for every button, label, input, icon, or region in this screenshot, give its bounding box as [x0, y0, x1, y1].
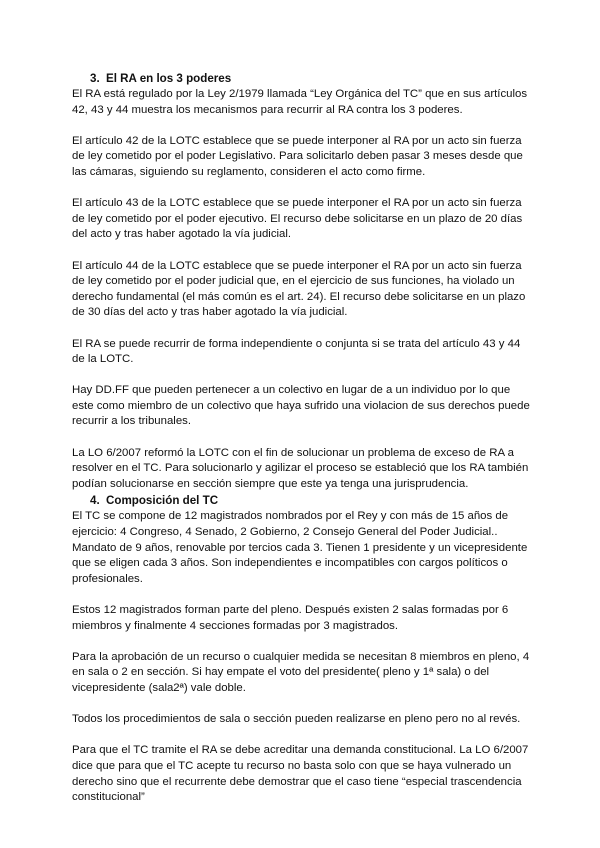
section-3-paragraph-2: El artículo 42 de la LOTC establece que se puede interponer al RA por un acto sin fuerza de ley cometido por el poder Legislativo. Para solicitarlo deben pasar 3 meses desde que las cámaras, siguiendo su reglamento, consideren el acto como firme.: [72, 134, 523, 178]
section-4-paragraph-4: Todos los procedimientos de sala o sección pueden realizarse en pleno pero no al revés.: [72, 713, 521, 726]
section-3-paragraph-6: Hay DD.FF que pueden pertenecer a un colectivo en lugar de a un individuo por lo que este como miembro de un colectivo que haya sufrido una violacion de sus derechos puede recurrir a los tribunales.: [72, 384, 530, 428]
section-3-paragraph-7: La LO 6/2007 reformó la LOTC con el fin de solucionar un problema de exceso de RA a resolver en el TC. Para solucionarlo y agilizar el proceso se estableció que los RA también podían solucionarse en sección siempre que este ya tenga una jurisprudencia.: [72, 446, 529, 490]
section-3-number: 3.: [90, 72, 100, 85]
section-4-heading: [72, 493, 532, 509]
section-4-paragraph-3: Para la aprobación de un recurso o cualquier medida se necesitan 8 miembros en pleno, 4 en sala o 2 en sección. Si hay empate el voto del presidente( pleno y 1ª sala) o del vicepresidente (sala2ª) vale doble.: [72, 650, 530, 694]
section-4-title: Composición del TC: [106, 494, 219, 508]
section-3-paragraph-4: El artículo 44 de la LOTC establece que se puede interponer el RA por un acto sin fuerza de ley cometido por el poder judicial que, en el ejercicio de sus funciones, ha violado un derecho fundamental (el más común es el art. 24). El recurso debe solicitarse en un plazo de 30 días del acto y tras haber agotado la vía judicial.: [72, 259, 526, 319]
section-4-paragraph-5: Para que el TC tramite el RA se debe acreditar una demanda constitucional. La LO 6/2007 dice que para que el TC acepte tu recurso no basta solo con que se haya vulnerado un derecho sino que el recurrente debe demostrar que el caso tiene “especial trascendencia constitucional”: [72, 744, 529, 804]
section-4-paragraph-2: Estos 12 magistrados forman parte del pleno. Después existen 2 salas formadas por 6 miembros y finalmente 4 secciones formadas por 3 magistrados.: [72, 604, 509, 632]
section-4-number: 4.: [90, 494, 100, 508]
section-3-paragraph-1: El RA está regulado por la Ley 2/1979 llamada “Ley Orgánica del TC” que en sus artículos 42, 43 y 44 muestra los mecanismos para recurrir al RA contra los 3 poderes.: [72, 88, 528, 116]
section-3-paragraph-3: El artículo 43 de la LOTC establece que se puede interponer el RA por un acto sin fuerza de ley cometido por el poder ejecutivo. El recurso debe solicitarse en un plazo de 20 días del acto y tras haber agotado la vía judicial.: [72, 197, 523, 241]
section-3-heading: [72, 71, 532, 87]
section-3-paragraph-5: El RA se puede recurrir de forma independiente o conjunta si se trata del artículo 43 y 44 de la LOTC.: [72, 337, 521, 366]
section-3-title: El RA en los 3 poderes: [106, 72, 232, 85]
section-4-paragraph-1: El TC se compone de 12 magistrados nombrados por el Rey y con más de 15 años de ejercicio: 4 Congreso, 4 Senado, 2 Gobierno, 2 Consejo General del Poder Judicial.. Mandato de 9 años, renovable por tercios cada 3. Tienen 1 presidente y un vicepresidente que se eligen cada 3 años. Son independientes e incompatibles con cargos políticos o profesionales.: [72, 510, 528, 585]
document-body: [72, 71, 532, 821]
